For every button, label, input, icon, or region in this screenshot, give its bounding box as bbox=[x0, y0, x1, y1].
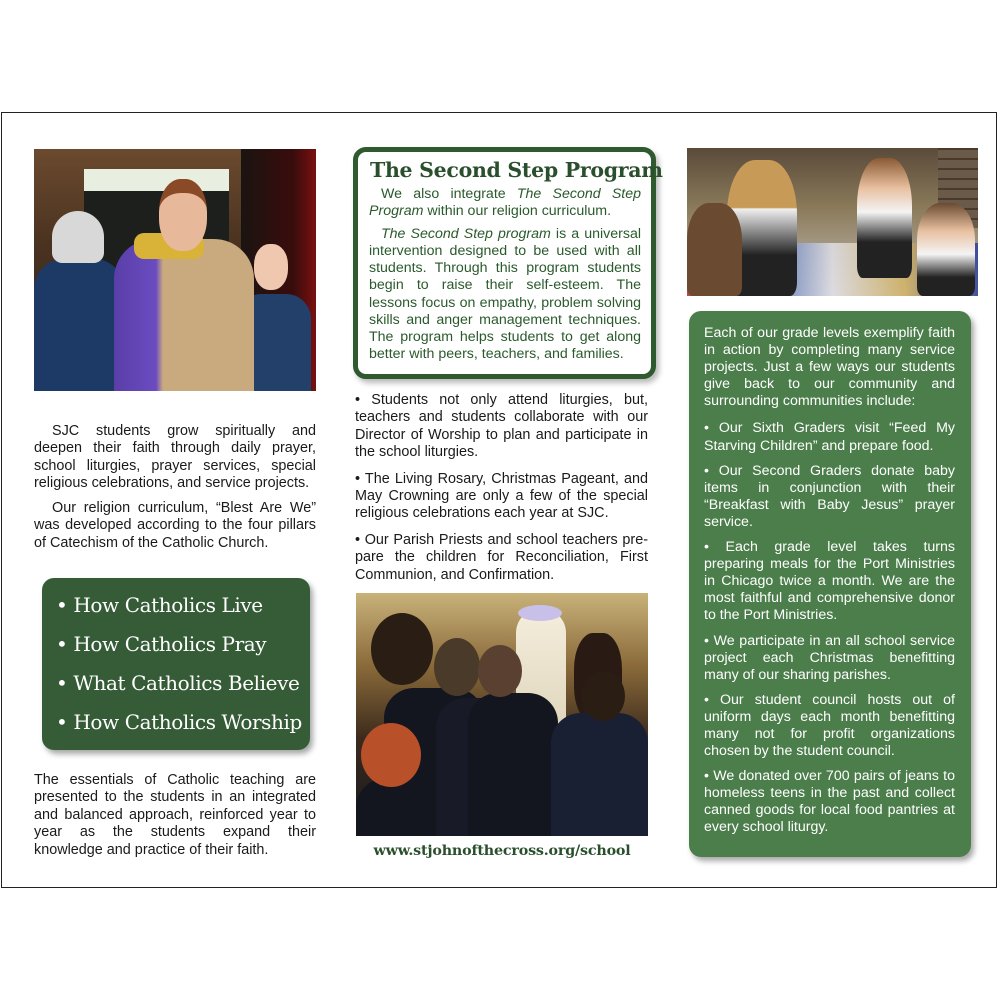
student-figure bbox=[857, 158, 912, 278]
student-head bbox=[478, 645, 522, 697]
student-head bbox=[581, 671, 625, 721]
service-projects-box bbox=[689, 311, 971, 857]
second-step-box bbox=[353, 147, 663, 379]
student-figure bbox=[551, 713, 648, 836]
pillar-item: • How Catholics Pray bbox=[56, 632, 267, 656]
service-bullet: • Each grade level takes turns preparing meals for the Port Ministries in Chicago twice a month. We are the most faithful and comprehensive donor to the Port Ministries. bbox=[704, 539, 955, 624]
student-head bbox=[361, 723, 421, 787]
curriculum-paragraph: Our religion curriculum, “Blest Are We” was developed according to the four pillars of Catechism of the Catholic Church. bbox=[34, 500, 316, 551]
service-bullet: • Our Sixth Graders visit “Feed My Starving Children” and prepare food. bbox=[704, 420, 955, 454]
flower-crown-shape bbox=[518, 605, 562, 621]
hat-shape bbox=[52, 211, 104, 263]
website-link[interactable]: www.stjohnofthecross.org/school bbox=[373, 843, 631, 859]
student-head bbox=[434, 638, 480, 696]
student-head bbox=[159, 179, 207, 251]
worship-bullets bbox=[355, 392, 648, 593]
pillar-item: • What Catholics Believe bbox=[56, 671, 300, 695]
program-name: The Second Step program bbox=[381, 226, 551, 243]
service-intro: Each of our grade levels exemplify faith in action by completing many service projects. Just a few ways our students give back to our community and surrounding communities include: bbox=[704, 325, 955, 410]
bullet-item: • The Living Rosary, Christmas Pageant, and May Crowning are only a few of the special religious celebrations each year at SJC. bbox=[355, 470, 648, 522]
service-project-photo bbox=[687, 148, 978, 296]
essentials-paragraph: The essentials of Catholic teaching are presented to the students in an integrated and balanced approach, reinforced year to year as the students expand their knowledge and practice of their faith. bbox=[34, 772, 316, 858]
text-span: is a universal intervention designed to be used with all students. Through this program students begin to raise their self-esteem. The lessons focus on empathy, problem solving skills and anger management techniques. The program helps students to get along better with peers, teachers, and families. bbox=[369, 226, 641, 362]
student-figure bbox=[917, 203, 975, 296]
service-bullet: • Our student council hosts out of uniform days each month benefitting many not for profit organizations chosen by the student council. bbox=[704, 691, 955, 760]
pageant-photo bbox=[34, 149, 316, 391]
pillar-item: • How Catholics Worship bbox=[56, 710, 302, 734]
intro-paragraph: SJC students grow spiritually and deepen their faith through daily prayer, school liturgies, prayer services, special religious celebrations, and service projects. bbox=[34, 423, 316, 492]
student-figure bbox=[34, 259, 124, 391]
service-bullet: • We donated over 700 pairs of jeans to homeless teens in the past and collect canned goods for local food pantries at every school liturgy. bbox=[704, 768, 955, 836]
student-figure bbox=[114, 239, 254, 391]
second-step-body bbox=[369, 186, 641, 369]
student-head bbox=[254, 244, 288, 290]
bullet-item: • Students not only attend liturgies, but, teachers and students collaborate with our Director of Worship to plan and participate in the school liturgies. bbox=[355, 392, 648, 461]
pillar-item: • How Catholics Live bbox=[56, 593, 263, 617]
text-span: We also integrate bbox=[381, 186, 517, 202]
service-bullet: • We participate in an all school service project each Christmas benefitting many of our sharing parishes. bbox=[704, 632, 955, 683]
program-name: The Second Step Program bbox=[369, 186, 642, 220]
may-crowning-photo bbox=[356, 593, 648, 836]
service-bullet: • Our Second Graders donate baby items in conjunction with their “Breakfast with Baby Jesus” prayer service. bbox=[704, 462, 955, 530]
second-step-paragraph bbox=[369, 186, 641, 220]
text-span: within our religion curriculum. bbox=[423, 203, 612, 220]
pillars-box bbox=[42, 578, 310, 750]
second-step-paragraph bbox=[369, 226, 641, 363]
bullet-item: • Our Parish Priests and school teachers pre-pare the children for Reconciliation, First Communion, and Confirmation. bbox=[355, 531, 648, 583]
second-step-title: The Second Step Program bbox=[370, 158, 663, 182]
student-figure bbox=[687, 203, 742, 296]
student-figure bbox=[468, 693, 558, 836]
student-head bbox=[371, 613, 433, 685]
